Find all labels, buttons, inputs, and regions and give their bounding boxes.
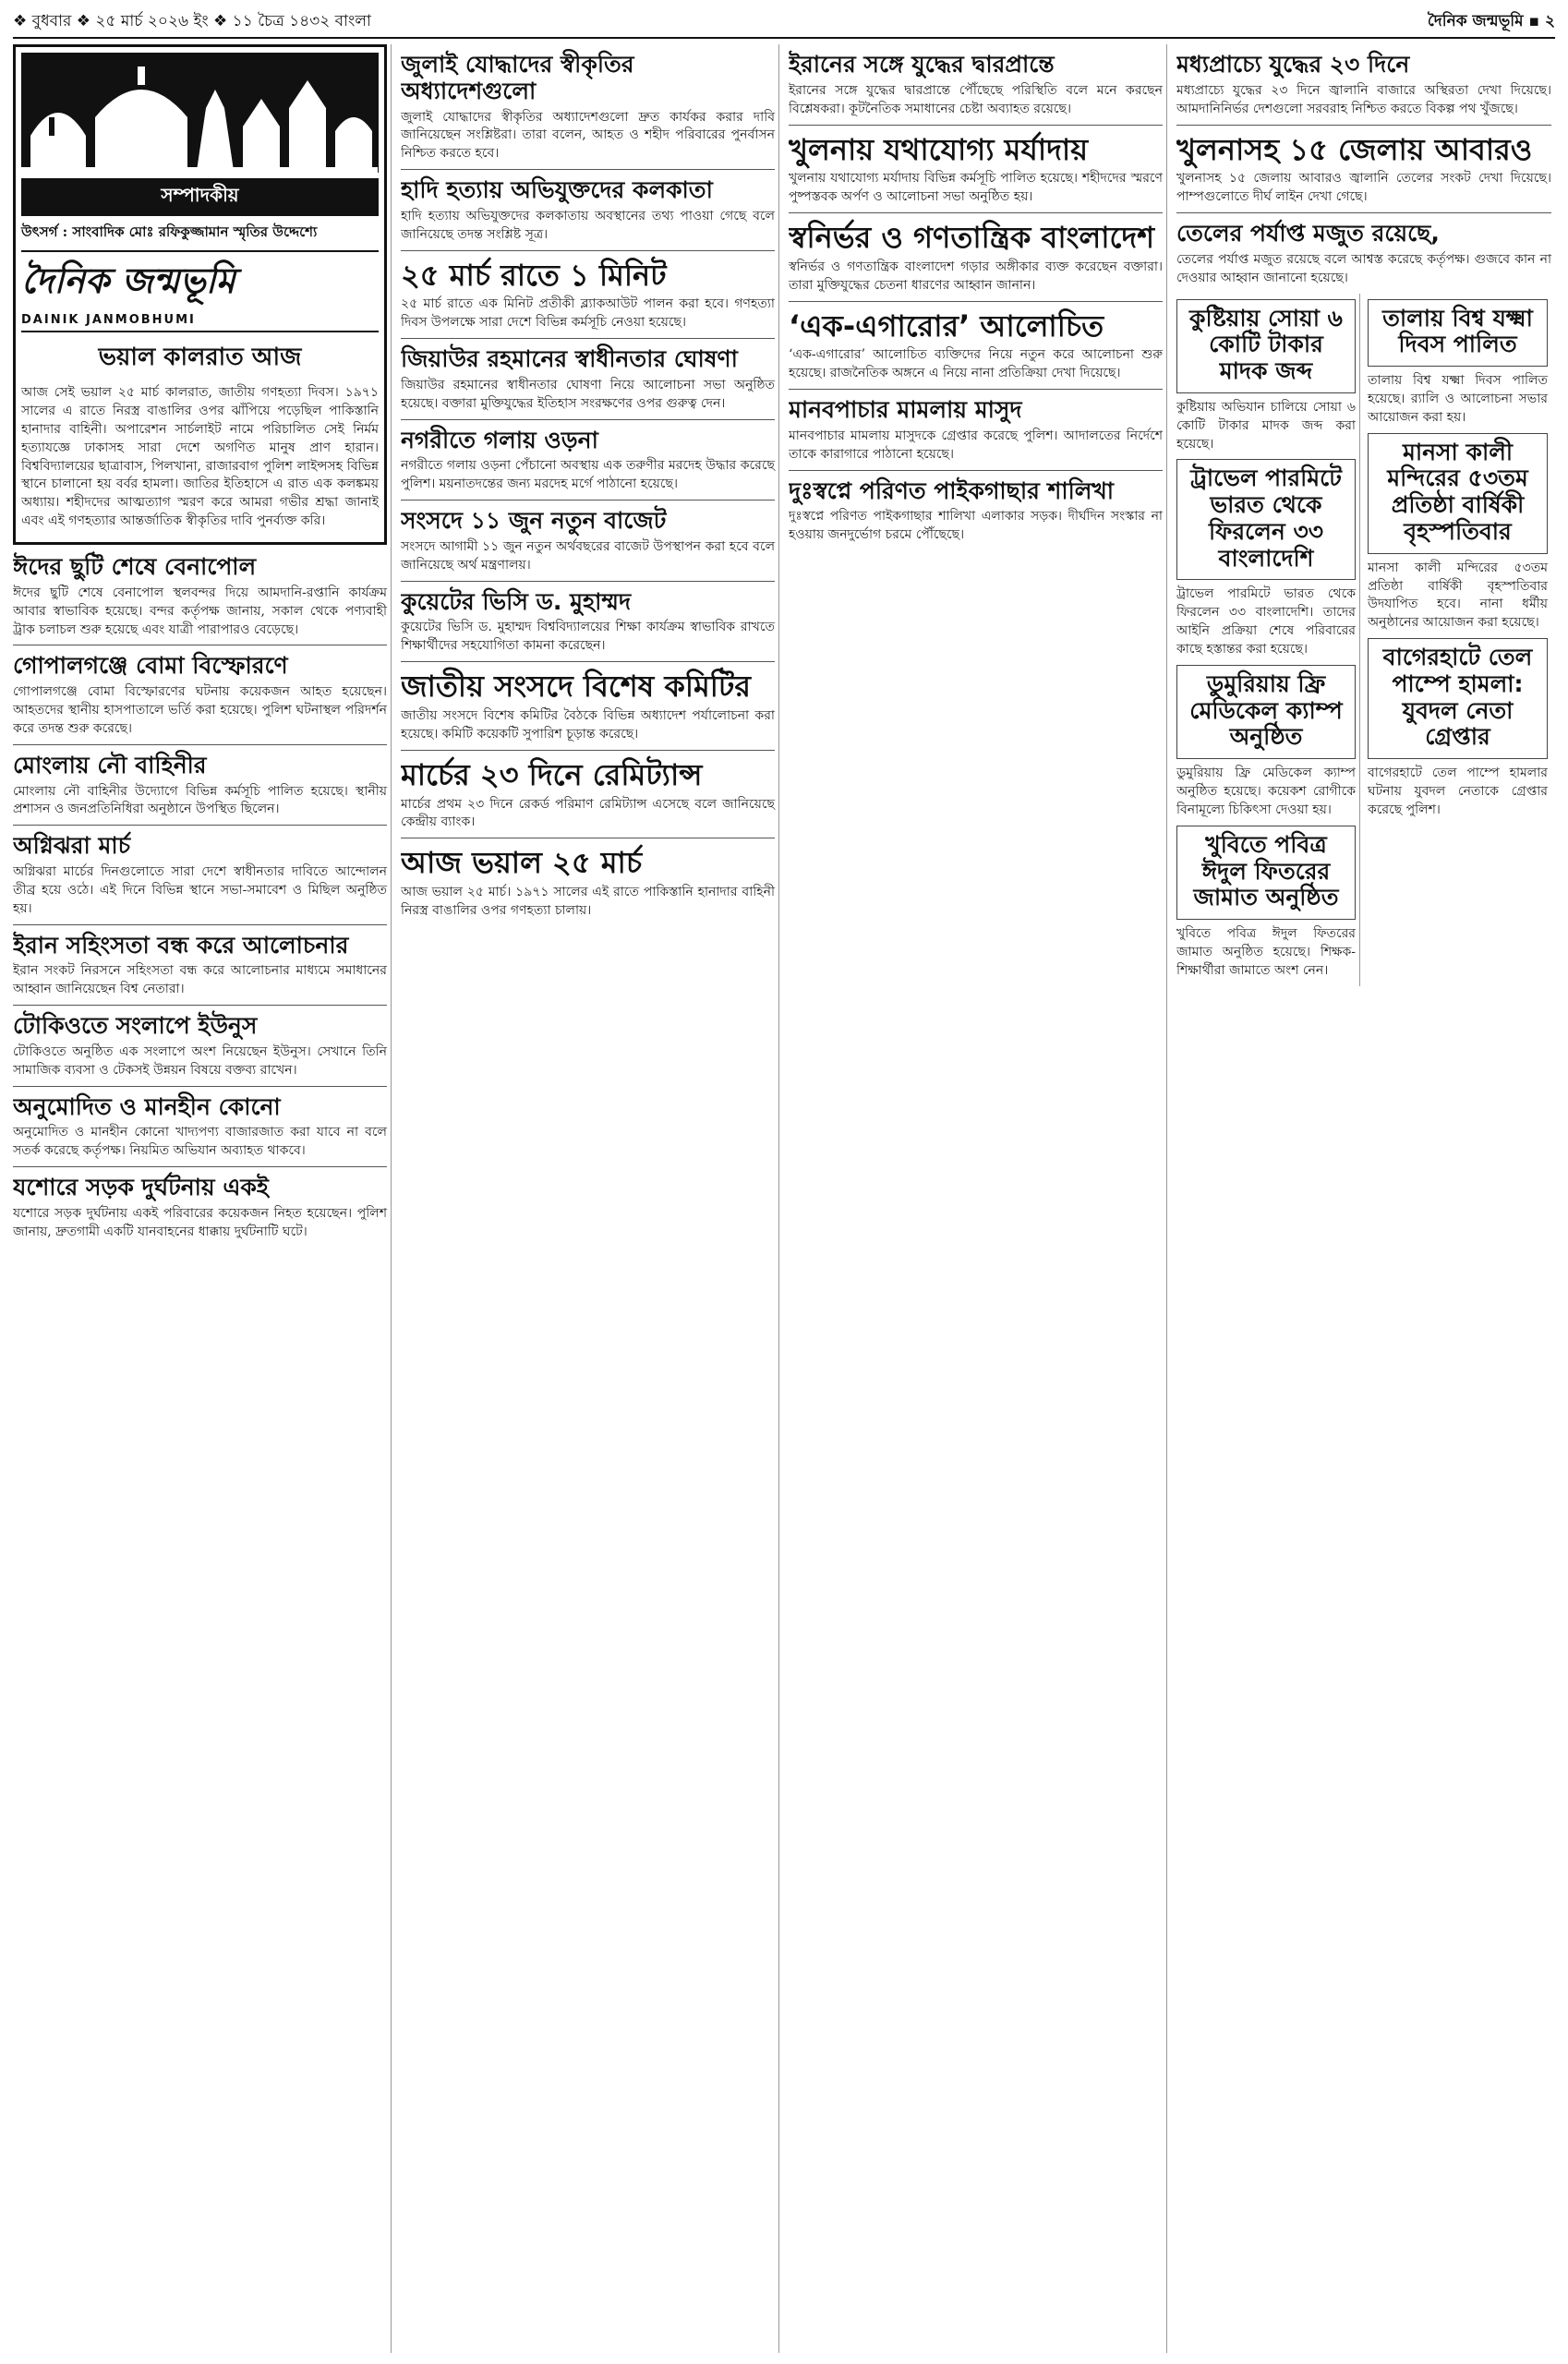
column-1: [13, 44, 392, 2353]
column-3: [789, 44, 1167, 2353]
article-title: অনুমোদিত ও মানহীন কোনো: [13, 1092, 281, 1120]
article-title: গোপালগঞ্জে বোমা বিস্ফোরণে: [13, 652, 288, 680]
article-text: মার্চের প্রথম ২৩ দিনে রেকর্ড পরিমাণ রেমিট্যান্স এসেছে বলে জানিয়েছে কেন্দ্রীয় ব্যাংক।: [401, 796, 775, 830]
boxed-article: [1176, 826, 1356, 920]
article-title: ট্রাভেল পারমিটে ভারত থেকে ফিরলেন ৩৩ বাংলাদেশি: [1190, 464, 1342, 572]
page-header-bar: [13, 7, 1555, 39]
article-text: যশোরে সড়ক দুর্ঘটনায় একই পরিবারের কয়েকজন নিহত হয়েছেন। পুলিশ জানায়, দ্রুতগামী একটি যানবাহনের ধাক্কায় দুর্ঘটনাটি ঘটে।: [13, 1205, 387, 1239]
article-text: অগ্নিঝরা মার্চের দিনগুলোতে সারা দেশে স্বাধীনতার দাবিতে আন্দোলন তীব্র হয়ে ওঠে। এই দিনে বিভিন্ন স্থানে সভা-সমাবেশ ও মিছিল অনুষ্ঠিত হয়।: [13, 864, 387, 916]
article-text: ২৫ মার্চ রাতে এক মিনিট প্রতীকী ব্ল্যাকআউট পালন করা হবে। গণহত্যা দিবস উপলক্ষে সারা দেশে বিভিন্ন কর্মসূচি নেওয়া হয়েছে।: [401, 296, 775, 331]
article-text: ‘এক-এগারোর’ আলোচিত ব্যক্তিদের নিয়ে নতুন করে আলোচনা শুরু হয়েছে। রাজনৈতিক অঙ্গনে এ নিয়ে নানা প্রতিক্রিয়া দেখা দিয়েছে।: [789, 347, 1163, 381]
boxed-article: [1176, 459, 1356, 580]
article-title: টোকিওতে সংলাপে ইউনুস: [13, 1012, 258, 1040]
article-text: সংসদে আগামী ১১ জুন নতুন অর্থবছরের বাজেট উপস্থাপন করা হবে বলে জানিয়েছে অর্থ মন্ত্রণালয়।: [401, 538, 775, 573]
boxed-article: [1176, 665, 1356, 759]
article-text: জুলাই যোদ্ধাদের স্বীকৃতির অধ্যাদেশগুলো দ্রুত কার্যকর করার দাবি জানিয়েছেন সংশ্লিষ্টরা। তারা বলেন, আহত ও শহীদ পরিবারের পুনর্বাসন নিশ্চিত করতে হবে।: [401, 109, 775, 162]
article-title: মানসা কালী মন্দিরের ৫৩তম প্রতিষ্ঠা বার্ষিকী বৃহস্পতিবার: [1387, 438, 1528, 545]
news-columns: [13, 44, 1555, 2353]
article-title: সংসদে ১১ জুন নতুন বাজেট: [401, 507, 667, 535]
article-title: ‘এক-এগারোর’ আলোচিত: [789, 308, 1104, 344]
article-text: খুলনায় যথাযোগ্য মর্যাদায় বিভিন্ন কর্মসূচি পালিত হয়েছে। শহীদদের স্মরণে পুষ্পস্তবক অর্পণ ও আলোচনা সভা অনুষ্ঠিত হয়।: [789, 171, 1163, 205]
article-text: তালায় বিশ্ব যক্ষ্মা দিবস পালিত হয়েছে। র‍্যালি ও আলোচনা সভার আয়োজন করা হয়।: [1368, 373, 1548, 425]
article-title: খুলনাসহ ১৫ জেলায় আবারও: [1176, 131, 1533, 167]
article-title: দুঃস্বপ্নে পরিণত পাইকগাছার শালিখা: [789, 476, 1115, 504]
article-title: নগরীতে গলায় ওড়না: [401, 426, 598, 453]
article-text: খুবিতে পবিত্র ঈদুল ফিতরের জামাত অনুষ্ঠিত হয়েছে। শিক্ষক-শিক্ষার্থীরা জামাতে অংশ নেন।: [1176, 926, 1356, 978]
article-title: বাগেরহাটে তেল পাম্পে হামলা: যুবদল নেতা গ্রেপ্তার: [1382, 644, 1533, 751]
editorial-section-label: সম্পাদকীয়: [21, 178, 379, 216]
article-text: হাদি হত্যায় অভিযুক্তদের কলকাতায় অবস্থানের তথ্য পাওয়া গেছে বলে জানিয়েছে তদন্ত সংশ্লিষ্ট সূত্র।: [401, 208, 775, 242]
article-title: জুলাই যোদ্ধাদের স্বীকৃতির অধ্যাদেশগুলো: [401, 51, 634, 104]
article-text: তেলের পর্যাপ্ত মজুত রয়েছে বলে আশ্বস্ত করেছে কর্তৃপক্ষ। গুজবে কান না দেওয়ার আহ্বান জানানো হয়েছে।: [1176, 251, 1551, 285]
article-title: কুয়েটের ভিসি ড. মুহাম্মদ: [401, 587, 632, 615]
article-title: মার্চের ২৩ দিনে রেমিট্যান্স: [401, 756, 703, 792]
article-title: মানবপাচার মামলায় মাসুদ: [789, 396, 1022, 424]
article-title: মধ্যপ্রাচ্যে যুদ্ধের ২৩ দিনে: [1176, 51, 1410, 78]
article-text: দুঃস্বপ্নে পরিণত পাইকগাছার শালিখা এলাকার সড়ক। দীর্ঘদিন সংস্কার না হওয়ায় জনদুর্ভোগ চরমে পৌঁছেছে।: [789, 509, 1163, 543]
article-title: যশোরে সড়ক দুর্ঘটনায় একই: [13, 1174, 269, 1201]
article-title: ২৫ মার্চ রাতে ১ মিনিট: [401, 257, 667, 293]
article-text: নগরীতে গলায় ওড়না পেঁচানো অবস্থায় এক তরুণীর মরদেহ উদ্ধার করেছে পুলিশ। ময়নাতদন্তের জন্য মরদেহ মর্গে পাঠানো হয়েছে।: [401, 458, 775, 492]
article-title: তালায় বিশ্ব যক্ষ্মা দিবস পালিত: [1382, 304, 1533, 358]
article-title: মোংলায় নৌ বাহিনীর: [13, 751, 207, 778]
newspaper-logo: [21, 250, 379, 332]
split-left: [1176, 294, 1360, 986]
article-text: অনুমোদিত ও মানহীন কোনো খাদ্যপণ্য বাজারজাত করা যাবে না বলে সতর্ক করেছে কর্তৃপক্ষ। নিয়মিত অভিযান অব্যাহত থাকবে।: [13, 1125, 387, 1159]
article-text: স্বনির্ভর ও গণতান্ত্রিক বাংলাদেশ গড়ার অঙ্গীকার ব্যক্ত করেছেন বক্তারা। তারা মুক্তিযুদ্ধের চেতনা ধারণের আহ্বান জানান।: [789, 259, 1163, 293]
article-text: টোকিওতে অনুষ্ঠিত এক সংলাপে অংশ নিয়েছেন ইউনুস। সেখানে তিনি সামাজিক ব্যবসা ও টেকসই উন্নয়ন বিষয়ে বক্তব্য রাখেন।: [13, 1043, 387, 1078]
editorial-title: ভয়াল কালরাত আজ: [98, 344, 302, 371]
article-text: খুলনাসহ ১৫ জেলায় আবারও জ্বালানি তেলের সংকট দেখা দিয়েছে। পাম্পগুলোতে দীর্ঘ লাইন দেখা গেছে।: [1176, 171, 1551, 205]
article-text: গোপালগঞ্জে বোমা বিস্ফোরণের ঘটনায় কয়েকজন আহত হয়েছেন। আহতদের স্থানীয় হাসপাতালে ভর্তি করা হয়েছে। পুলিশ ঘটনাস্থল পরিদর্শন করে তদন্ত শুরু করেছে।: [13, 684, 387, 736]
article-text: বাগেরহাটে তেল পাম্পে হামলার ঘটনায় যুবদল নেতাকে গ্রেপ্তার করেছে পুলিশ।: [1368, 766, 1548, 817]
article-text: ডুমুরিয়ায় ফ্রি মেডিকেল ক্যাম্প অনুষ্ঠিত হয়েছে। কয়েকশ রোগীকে বিনামূল্যে চিকিৎসা দেওয়া হয়।: [1176, 766, 1356, 817]
article-text: মোংলায় নৌ বাহিনীর উদ্যোগে বিভিন্ন কর্মসূচি পালিত হয়েছে। স্থানীয় প্রশাসন ও জনপ্রতিনিধিরা অনুষ্ঠানে উপস্থিত ছিলেন।: [13, 783, 387, 817]
article-title: অগ্নিঝরা মার্চ: [13, 832, 131, 860]
mosque-temple-skyline-icon: [21, 53, 379, 173]
article-title: খুলনায় যথাযোগ্য মর্যাদায়: [789, 131, 1089, 167]
article-title: ইরানের সঙ্গে যুদ্ধের দ্বারপ্রান্তে: [789, 51, 1055, 78]
article-title: জিয়াউর রহমানের স্বাধীনতার ঘোষণা: [401, 345, 738, 373]
article-text: মানসা কালী মন্দিরের ৫৩তম প্রতিষ্ঠা বার্ষিকী বৃহস্পতিবার উদযাপিত হবে। নানা ধর্মীয় অনুষ্ঠানের আয়োজন করা হয়েছে।: [1368, 560, 1548, 631]
article-text: কুষ্টিয়ায় অভিযান চালিয়ে সোয়া ৬ কোটি টাকার মাদক জব্দ করা হয়েছে।: [1176, 399, 1356, 452]
article-text: ঈদের ছুটি শেষে বেনাপোল স্থলবন্দর দিয়ে আমদানি-রপ্তানি কার্যক্রম আবার স্বাভাবিক হয়েছে। বন্দর কর্তৃপক্ষ জানায়, সকাল থেকে পণ্যবাহী ট্রাক চলাচল শুরু হয়েছে এবং যাত্রী পারাপারও বেড়েছে।: [13, 585, 387, 637]
article-text: মধ্যপ্রাচ্যে যুদ্ধের ২৩ দিনে জ্বালানি বাজারে অস্থিরতা দেখা দিয়েছে। আমদানিনির্ভর দেশগুলো সরবরাহ নিশ্চিত করতে বিকল্প পথ খুঁজছে।: [1176, 82, 1551, 116]
article-text: ইরান সংকট নিরসনে সহিংসতা বন্ধ করে আলোচনার মাধ্যমে সমাধানের আহ্বান জানিয়েছেন বিশ্ব নেতারা।: [13, 963, 387, 997]
article-text: কুয়েটের ভিসি ড. মুহাম্মদ বিশ্ববিদ্যালয়ের শিক্ষা কার্যক্রম স্বাভাবিক রাখতে শিক্ষার্থীদের সহযোগিতা কামনা করেছেন।: [401, 620, 775, 654]
column-2: [401, 44, 779, 2353]
article-title: ইরান সহিংসতা বন্ধ করে আলোচনার: [13, 931, 349, 959]
article-text: মানবপাচার মামলায় মাসুদকে গ্রেপ্তার করেছে পুলিশ। আদালতের নির্দেশে তাকে কারাগারে পাঠানো হয়েছে।: [789, 428, 1163, 462]
article-title: খুবিতে পবিত্র ঈদুল ফিতরের জামাত অনুষ্ঠিত: [1193, 830, 1339, 911]
date-line: ❖ বুধবার ❖ ২৫ মার্চ ২০২৬ ইং ❖ ১১ চৈত্র ১৪৩২ বাংলা: [13, 12, 371, 30]
article-title: হাদি হত্যায় অভিযুক্তদের কলকাতা: [401, 176, 713, 204]
boxed-article: [1176, 299, 1356, 393]
editorial-text: আজ সেই ভয়াল ২৫ মার্চ কালরাত, জাতীয় গণহত্যা দিবস। ১৯৭১ সালের এ রাতে নিরস্ত্র বাঙালির ওপর ঝাঁপিয়ে পড়েছিল পাকিস্তানি হানাদার বাহিনী। অপারেশন সার্চলাইট নামে পরিচালিত সেই নির্মম হত্যাযজ্ঞে ঢাকাসহ সারা দেশে অগণিত মানুষ প্রাণ হারান। বিশ্ববিদ্যালয়ের ছাত্রাবাস, পিলখানা, রাজারবাগ পুলিশ লাইন্সসহ বিভিন্ন স্থানে চালানো হয় বর্বর হামলা। জাতির ইতিহাসে এ রাত এক কলঙ্কময় অধ্যায়। শহীদদের আত্মত্যাগ স্মরণ করে আমরা গভীর শ্রদ্ধা জানাই এবং এই গণহত্যার আন্তর্জাতিক স্বীকৃতির দাবি পুনর্ব্যক্ত করি।: [21, 385, 379, 529]
article-title: তেলের পর্যাপ্ত মজুত রয়েছে,: [1176, 220, 1440, 247]
editorial-box: [13, 44, 387, 545]
article-title: কুষ্টিয়ায় সোয়া ৬ কোটি টাকার মাদক জব্দ: [1189, 304, 1343, 385]
article-text: ট্রাভেল পারমিটে ভারত থেকে ফিরলেন ৩৩ বাংলাদেশি। তাদের আইনি প্রক্রিয়া শেষে পরিবারের কাছে হস্তান্তর করা হয়েছে।: [1176, 586, 1356, 657]
article-text: ইরানের সঙ্গে যুদ্ধের দ্বারপ্রান্তে পৌঁছেছে পরিস্থিতি বলে মনে করছেন বিশ্লেষকরা। কূটনৈতিক সমাধানের চেষ্টা অব্যাহত রয়েছে।: [789, 82, 1163, 116]
article-title: ঈদের ছুটি শেষে বেনাপোল: [13, 553, 257, 580]
article-text: জাতীয় সংসদে বিশেষ কমিটির বৈঠকে বিভিন্ন অধ্যাদেশ পর্যালোচনা করা হয়েছে। কমিটি কয়েকটি সুপারিশ চূড়ান্ত করেছে।: [401, 707, 775, 742]
boxed-article: [1368, 299, 1548, 368]
article-title: আজ ভয়াল ২৫ মার্চ: [401, 845, 643, 881]
article-title: ডুমুরিয়ায় ফ্রি মেডিকেল ক্যাম্প অনুষ্ঠিত: [1189, 669, 1343, 751]
boxed-split: [1176, 294, 1551, 986]
boxed-article: [1368, 638, 1548, 759]
split-right: [1368, 294, 1551, 986]
paper-page-label: দৈনিক জন্মভূমি ▪ ২: [1427, 12, 1555, 30]
article-text: জিয়াউর রহমানের স্বাধীনতার ঘোষণা নিয়ে আলোচনা সভা অনুষ্ঠিত হয়েছে। বক্তারা মুক্তিযুদ্ধের ইতিহাস সংরক্ষণের ওপর গুরুত্ব দেন।: [401, 377, 775, 411]
logo-bangla: দৈনিক জন্মভূমি: [21, 259, 235, 301]
article-text: আজ ভয়াল ২৫ মার্চ। ১৯৭১ সালের এই রাতে পাকিস্তানি হানাদার বাহিনী নিরস্ত্র বাঙালির ওপর গণহত্যা চালায়।: [401, 885, 775, 918]
column-4: [1176, 44, 1555, 2353]
logo-english: DAINIK JANMOBHUMI: [21, 313, 196, 327]
article-title: জাতীয় সংসদে বিশেষ কমিটির: [401, 669, 751, 705]
boxed-article: [1368, 433, 1548, 554]
editorial-dedication: উৎসর্গ : সাংবাদিক মোঃ রফিকুজ্জামান স্মৃতির উদ্দেশ্যে: [21, 223, 318, 240]
article-title: স্বনির্ভর ও গণতান্ত্রিক বাংলাদেশ: [789, 220, 1155, 256]
